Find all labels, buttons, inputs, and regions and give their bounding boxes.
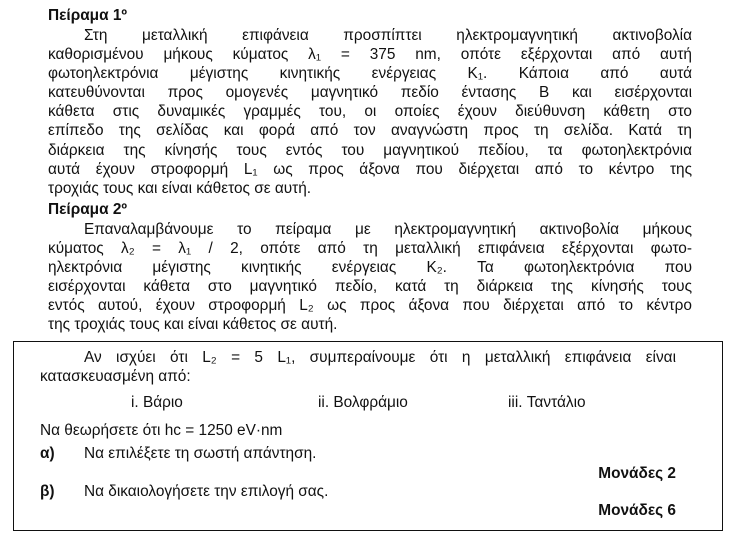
paragraph-line: κύματος λ₂ = λ₁ / 2, οπότε από τη μεταλλική επιφάνεια εξέρχονται φωτο- [48,240,692,258]
experiment-1-paragraph [48,26,692,198]
question-premise-line-2: κατασκευασμένη από: [40,368,191,385]
choice-barium: i. Βάριο [131,394,183,411]
experiment-2-paragraph [48,220,692,335]
part-a-text: Να επιλέξετε τη σωστή απάντηση. [84,445,317,462]
paragraph-line: επίπεδο της σελίδας και φορά από τον αναγνώστη προς τη σελίδα. Κατά τη [48,122,692,140]
part-b-text: Να δικαιολογήσετε την επιλογή σας. [84,483,329,500]
paragraph-line: διάρκεια της κίνησής τους εντός του μαγνητικού πεδίου, τα φωτοηλεκτρόνια [48,141,692,159]
paragraph-line: καθορισμένου μήκους κύματος λ₁ = 375 nm, οπότε εξέρχονται από αυτή [48,46,692,64]
paragraph-line: κάθετα στις δυναμικές γραμμές του, οι οποίες έχουν διεύθυνση κάθετη στο [48,103,692,121]
paragraph-line: φωτοηλεκτρόνια μέγιστης κινητικής ενέργειας K₁. Κάποια από αυτά [48,65,692,83]
paragraph-line: της τροχιάς τους και είναι κάθετος σε αυτή. [48,316,338,334]
experiment-1-title: Πείραμα 1º [48,7,128,24]
paragraph-line: κατευθύνονται προς ομογενές μαγνητικό πεδίο έντασης B και εισέρχονται [48,84,692,102]
paragraph-line: εισέρχονται κάθετα στο μαγνητικό πεδίο, κατά τη διάρκεια της κίνησής τους [48,278,692,296]
paragraph-line: τροχιάς τους και είναι κάθετος σε αυτή. [48,179,312,197]
paragraph-line: εντός αυτού, έχουν στροφορμή L₂ ως προς άξονα που διέρχεται από το κέντρο [48,297,692,315]
paragraph-line: Στη μεταλλική επιφάνεια προσπίπτει ηλεκτρομαγνητική ακτινοβολία [84,27,692,44]
choice-tungsten: ii. Βολφράμιο [318,394,408,411]
paragraph-line: αυτά έχουν στροφορμή L₁ ως προς άξονα που διέρχεται από το κέντρο της [48,160,692,178]
paragraph-line: ηλεκτρόνια μέγιστης κινητικής ενέργειας K₂. Τα φωτοηλεκτρόνια που [48,259,692,277]
given-constant: Να θεωρήσετε ότι hc = 1250 eV·nm [40,422,283,439]
question-premise-line-1: Αν ισχύει ότι L₂ = 5 L₁, συμπεραίνουμε ότι η μεταλλική επιφάνεια είναι [84,349,676,366]
part-b-marks: Μονάδες 6 [598,502,676,519]
part-a-label: α) [40,445,55,462]
experiment-2-title: Πείραμα 2º [48,201,128,218]
part-b-label: β) [40,483,55,500]
choice-tantalum: iii. Ταντάλιο [508,394,586,411]
paragraph-line: Επαναλαμβάνουμε το πείραμα με ηλεκτρομαγνητική ακτινοβολία μήκους [84,221,692,238]
part-a-marks: Μονάδες 2 [598,465,676,482]
